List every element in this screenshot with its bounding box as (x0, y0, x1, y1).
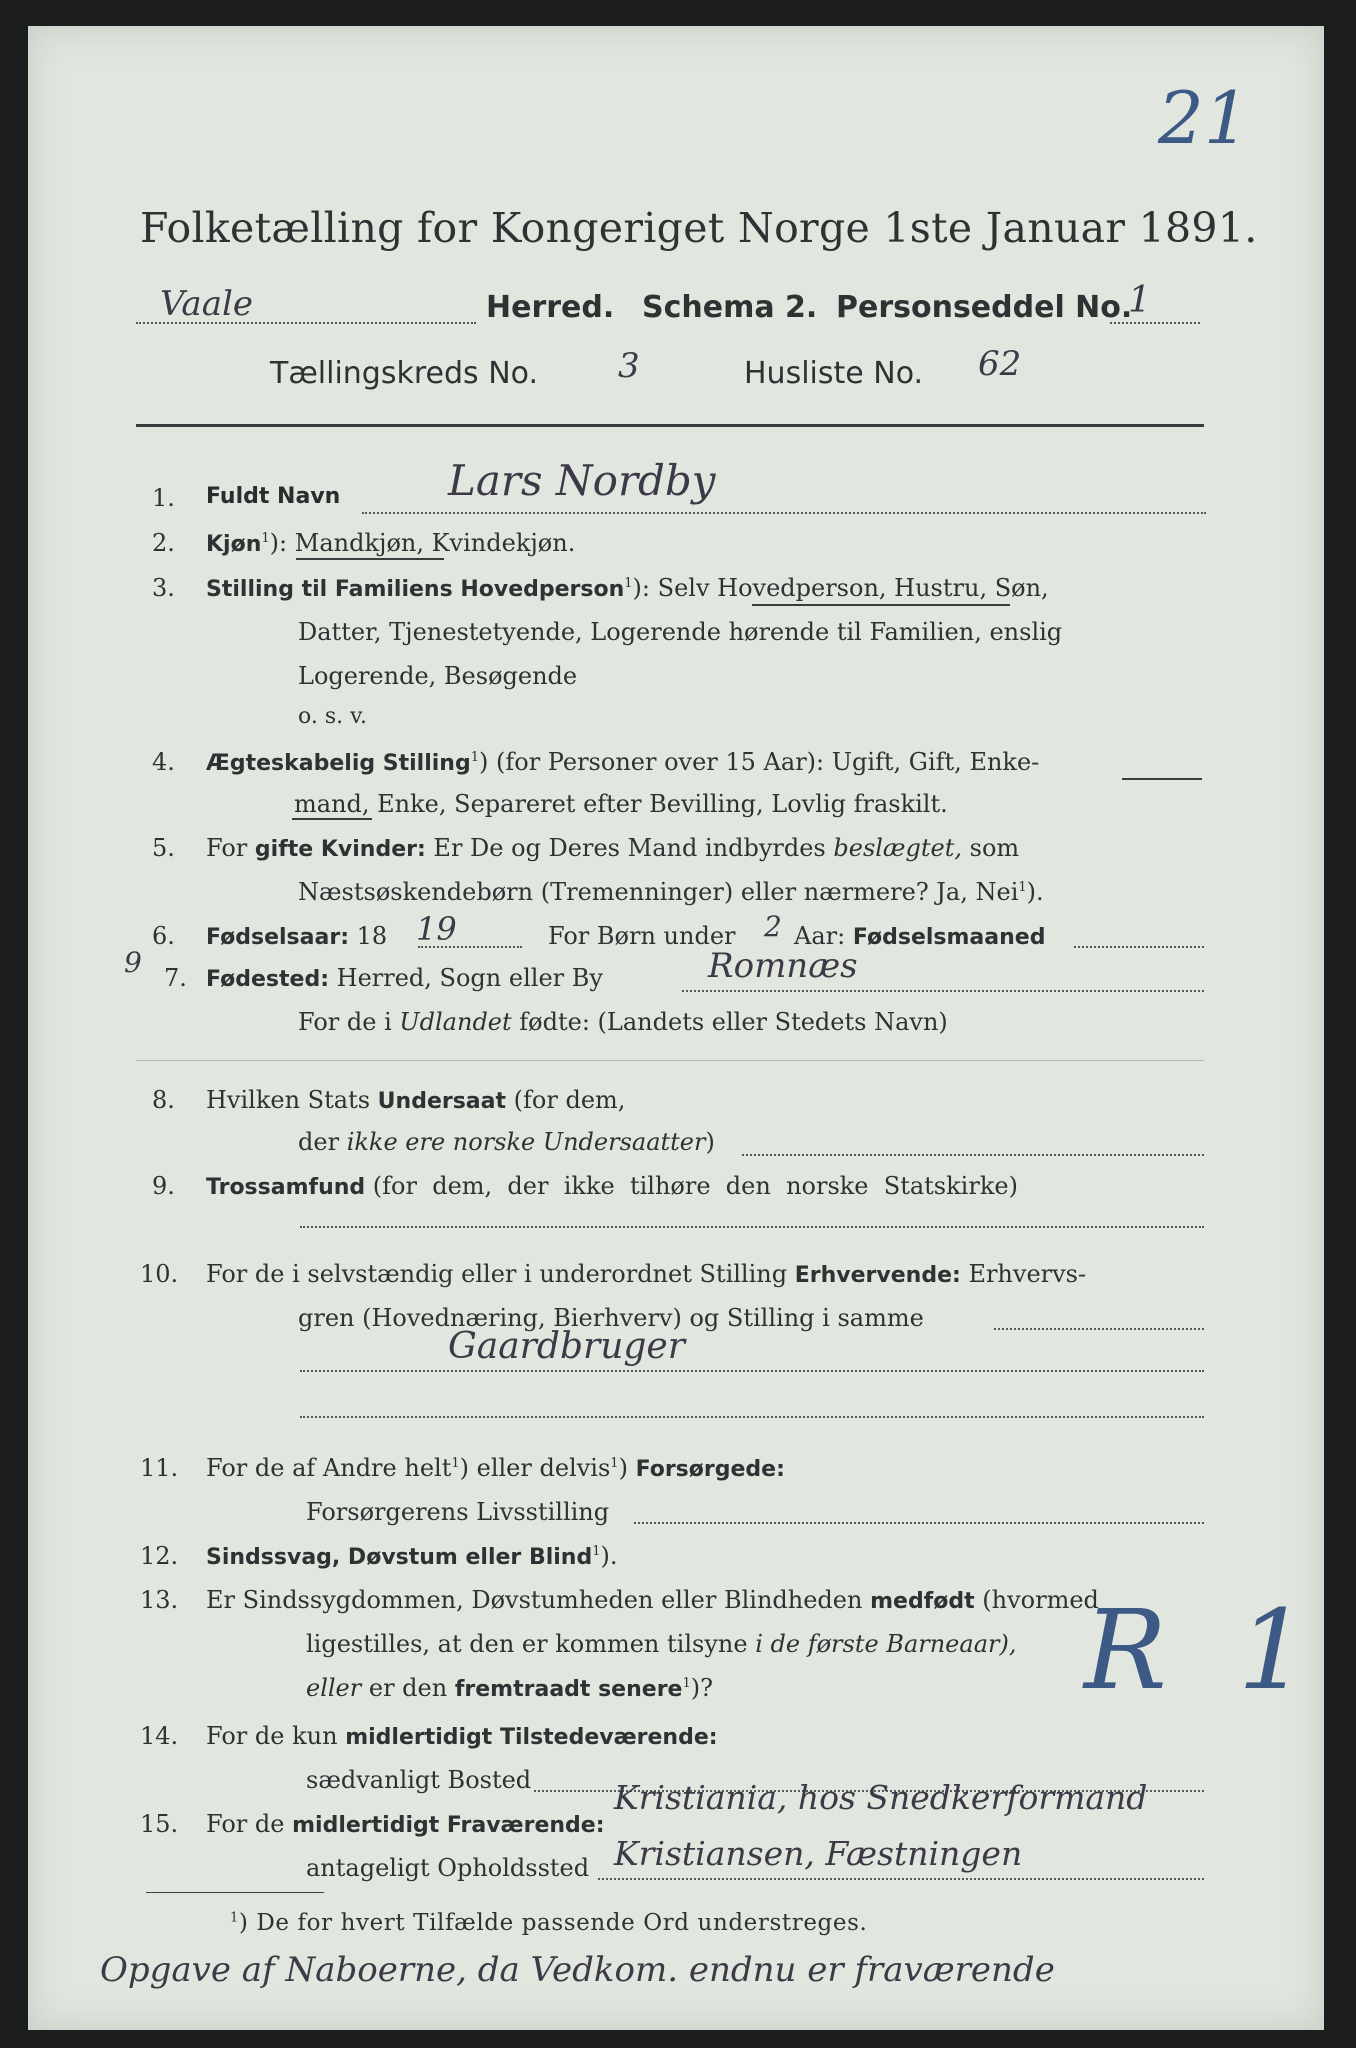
q3-line4: o. s. v. (298, 704, 367, 729)
q14-number: 14. (140, 1722, 179, 1750)
q15-number: 15. (140, 1810, 179, 1838)
bottom-handwritten-note: Opgave af Naboerne, da Vedkom. endnu er fraværende (100, 1950, 1055, 1990)
q7-line1: Fødested: Herred, Sogn eller By (206, 964, 603, 992)
q9-number: 9. (152, 1172, 175, 1200)
q11-dotline (634, 1522, 1204, 1524)
q14-line2: sædvanligt Bosted (306, 1766, 532, 1794)
q8-dotline (742, 1154, 1204, 1156)
herred-dotline (136, 322, 476, 324)
q4-number: 4. (152, 748, 175, 776)
schema-label: Schema 2. (642, 290, 818, 325)
q9-line: Trossamfund (for dem, der ikke tilhøre den norske Statskirke) (206, 1172, 1018, 1200)
husliste-label: Husliste No. (744, 356, 924, 391)
q2-number: 2. (152, 529, 175, 557)
q6-mid: For Børn under (548, 922, 736, 950)
q15-dotline (598, 1878, 1204, 1880)
q5-line1: For gifte Kvinder: Er De og Deres Mand indbyrdes beslægtet, som (206, 834, 1020, 862)
census-form-sheet (28, 26, 1324, 2030)
q8-number: 8. (152, 1086, 175, 1114)
q7-number: 7. (164, 964, 187, 992)
q6-dotline-a (418, 946, 522, 948)
q9-dotline (300, 1226, 1204, 1228)
q12-line: Sindssvag, Døvstum eller Blind$^1$). (206, 1542, 618, 1570)
herred-label: Herred. (486, 290, 615, 325)
q7-dotline (682, 990, 1204, 992)
q2-selected: Mandkjøn, (294, 529, 424, 557)
q15-line1: For de midlertidigt Fraværende: (206, 1810, 605, 1838)
form-title: Folketælling for Kongeriget Norge 1ste Januar 1891. (140, 204, 1258, 252)
q13-number: 13. (140, 1586, 179, 1614)
q15-answer-line2: Kristiansen, Fæstningen (614, 1834, 1023, 1873)
kreds-label: Tællingskreds No. (270, 356, 538, 391)
q15-line2: antageligt Opholdssted (306, 1854, 590, 1882)
herred-value: Vaale (160, 284, 253, 324)
q4-line1: Ægteskabelig Stilling$^1$) (for Personer over 15 Aar): Ugift, Gift, Enke- (206, 748, 1040, 776)
q7-margin-note: 9 (124, 946, 142, 979)
personseddel-value: 1 (1128, 280, 1151, 321)
q6-line: Fødselsaar: 18 (206, 922, 388, 950)
q14-line1: For de kun midlertidigt Tilstedeværende: (206, 1722, 718, 1750)
footnote-rule (146, 1892, 324, 1893)
q10-dotline-a (994, 1328, 1204, 1330)
q5-line2: Næstsøskendebørn (Tremenninger) eller nærmere? Ja, Nei$^1$). (298, 878, 1044, 906)
q6-mid-answer: 2 (764, 910, 782, 943)
q13-line1: Er Sindssygdommen, Døvstumheden eller Blindheden medfødt (hvormed (206, 1586, 1099, 1614)
q3-number: 3. (152, 574, 175, 602)
q6-line2: Aar: Fødselsmaaned (794, 922, 1046, 950)
q15-answer-line1: Kristiania, hos Snedkerformand (614, 1778, 1148, 1817)
q11-line1: For de af Andre helt$^1$) eller delvis$^1$) Forsørgede: (206, 1454, 785, 1482)
q1-dotline (362, 512, 1206, 514)
q1-label: Fuldt Navn (206, 484, 341, 509)
fold-line (136, 1060, 1204, 1061)
q10-line2: gren (Hovednæring, Bierhverv) og Stilling i samme (298, 1304, 924, 1332)
q2-underline (296, 558, 444, 560)
q13-line2: ligestilles, at den er kommen tilsyne i de første Barneaar), (306, 1630, 1017, 1658)
margin-mark: R 1 (1084, 1586, 1326, 1714)
q1-number: 1. (152, 484, 175, 512)
q10-line1: For de i selvstændig eller i underordnet Stilling Erhvervende: Erhvervs- (206, 1260, 1087, 1288)
q8-line1: Hvilken Stats Undersaat (for dem, (206, 1086, 626, 1114)
q10-dotline-c (300, 1416, 1204, 1418)
footnote: $^1$) De for hvert Tilfælde passende Ord understreges. (230, 1910, 868, 1936)
personseddel-dotline (1110, 322, 1200, 324)
q4-underline-b (292, 818, 372, 820)
q10-number: 10. (140, 1260, 179, 1288)
q4-underline-a (1122, 778, 1202, 780)
q12-number: 12. (140, 1542, 179, 1570)
husliste-value: 62 (978, 344, 1022, 384)
q13-line3: eller er den fremtraadt senere$^1$)? (306, 1674, 713, 1702)
page-number-mark: 21 (1158, 76, 1250, 160)
q3-line3: Logerende, Besøgende (298, 662, 578, 690)
header-rule (136, 424, 1204, 427)
q2-line: Kjøn$^1$): Mandkjøn, Kvindekjøn. (206, 529, 576, 557)
q11-line2: Forsørgerens Livsstilling (306, 1498, 610, 1526)
personseddel-label: Personseddel No. (836, 290, 1133, 325)
q10-dotline-b (300, 1370, 1204, 1372)
q7-answer: Romnæs (708, 946, 858, 986)
q1-answer: Lars Nordby (448, 456, 716, 505)
q8-line2: der ikke ere norske Undersaatter) (298, 1128, 715, 1156)
q5-number: 5. (152, 834, 175, 862)
q10-answer: Gaardbruger (448, 1326, 685, 1367)
q11-number: 11. (140, 1454, 179, 1482)
q6-number: 6. (152, 922, 175, 950)
q3-underline (752, 604, 1010, 606)
q3-line1: Stilling til Familiens Hovedperson$^1$): Selv Hovedperson, Hustru, Søn, (206, 574, 1049, 602)
kreds-value: 3 (618, 346, 640, 386)
q4-line2: mand, Enke, Separeret efter Bevilling, Lovlig fraskilt. (294, 790, 948, 818)
q6-dotline-b (1074, 946, 1204, 948)
q6-answer: 19 (416, 910, 457, 948)
q7-line2: For de i Udlandet fødte: (Landets eller Stedets Navn) (298, 1008, 948, 1036)
q3-line2: Datter, Tjenestetyende, Logerende hørende til Familien, enslig (298, 618, 1063, 646)
